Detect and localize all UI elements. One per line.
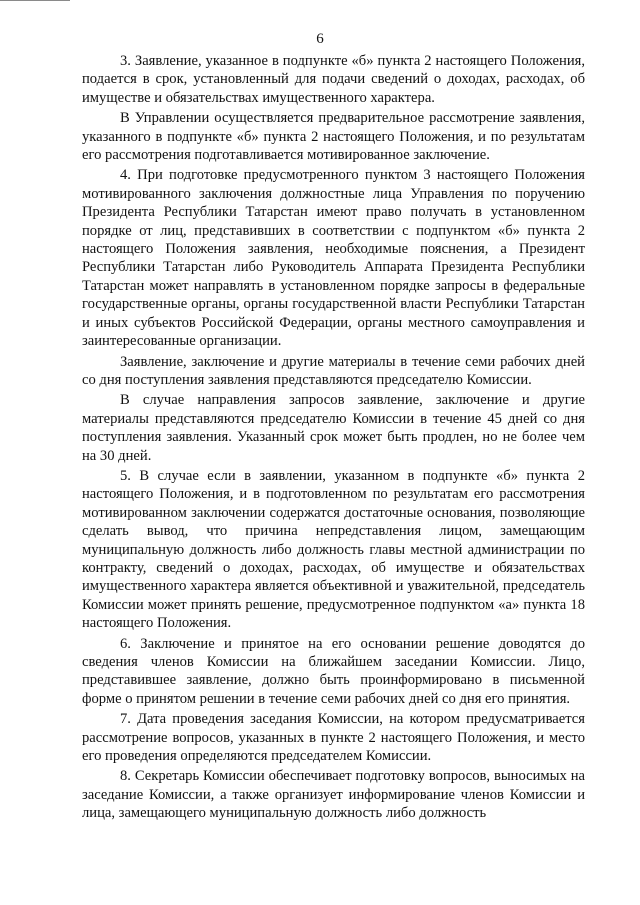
page-number: 6 — [316, 31, 324, 47]
paragraph-submission-term: Заявление, заключение и другие материалы в течение семи рабочих дней со дня поступления заявления представляются председателю Комиссии. — [82, 353, 585, 388]
paragraph-7-meeting-date: 7. Дата проведения заседания Комиссии, на котором предусматривается рассмотрение вопросов, указанных в пункте 2 настоящего Положения, и место его проведения определяются председателем Комиссии. — [82, 711, 585, 765]
scan-edge-mark — [0, 0, 70, 1]
paragraph-4-inquiries: 4. При подготовке предусмотренного пунктом 3 настоящего Положения мотивированного заключения должностные лица Управления по поручению Президента Республики Татарстан имеют право получать в установленном порядке от лиц, представивших в соответствии с подпунктом «б» пункта 2 настоящего Положения заявления, необходимые пояснения, а Президент Республики Татарстан либо Руководитель Аппарата Президента Республики Татарстан может направлять в установленном порядке запросы в федеральные государственные органы, органы государственной власти Республики Татарстан и иных субъектов Российской Федерации, органы местного самоуправления и заинтересованные организации. — [82, 167, 585, 350]
paragraph-extended-term: В случае направления запросов заявление, заключение и другие материалы представляются председателю Комиссии в течение 45 дней со дня поступления заявления. Указанный срок может быть продлен, но не более чем на 30 дней. — [82, 392, 585, 464]
paragraph-8-secretary: 8. Секретарь Комиссии обеспечивает подготовку вопросов, выносимых на заседание Комиссии, а также организует информирование членов Комиссии и лица, замещающего муниципальную должность либо должность — [82, 768, 585, 822]
paragraph-preliminary-review: В Управлении осуществляется предварительное рассмотрение заявления, указанного в подпункте «б» пункта 2 настоящего Положения, и по результатам его рассмотрения подготавливается мотивированное заключение. — [82, 110, 585, 164]
paragraph-5-decision: 5. В случае если в заявлении, указанном в подпункте «б» пункта 2 настоящего Положения, и в подготовленном по результатам его рассмотрения мотивированном заключении содержатся достаточные основания, позволяющие сделать вывод, что причина непредставления лицом, замещающим муниципальную должность либо должность главы местной администрации по контракту, сведений о доходах, расходах, об имуществе и обязательствах имущественного характера является объективной и уважительной, председатель Комиссии может принять решение, предусмотренное подпунктом «а» пункта 18 настоящего Положения. — [82, 467, 585, 632]
paragraph-6-notification: 6. Заключение и принятое на его основании решение доводятся до сведения членов Комиссии на ближайшем заседании Комиссии. Лицо, представившее заявление, должно быть проинформировано в письменной форме о принятом решении в течение семи рабочих дней со дня его принятия. — [82, 635, 585, 707]
document-body — [82, 52, 585, 825]
paragraph-3-deadline: 3. Заявление, указанное в подпункте «б» пункта 2 настоящего Положения, подается в срок, установленный для подачи сведений о доходах, расходах, об имуществе и обязательствах имущественного характера. — [82, 53, 585, 106]
